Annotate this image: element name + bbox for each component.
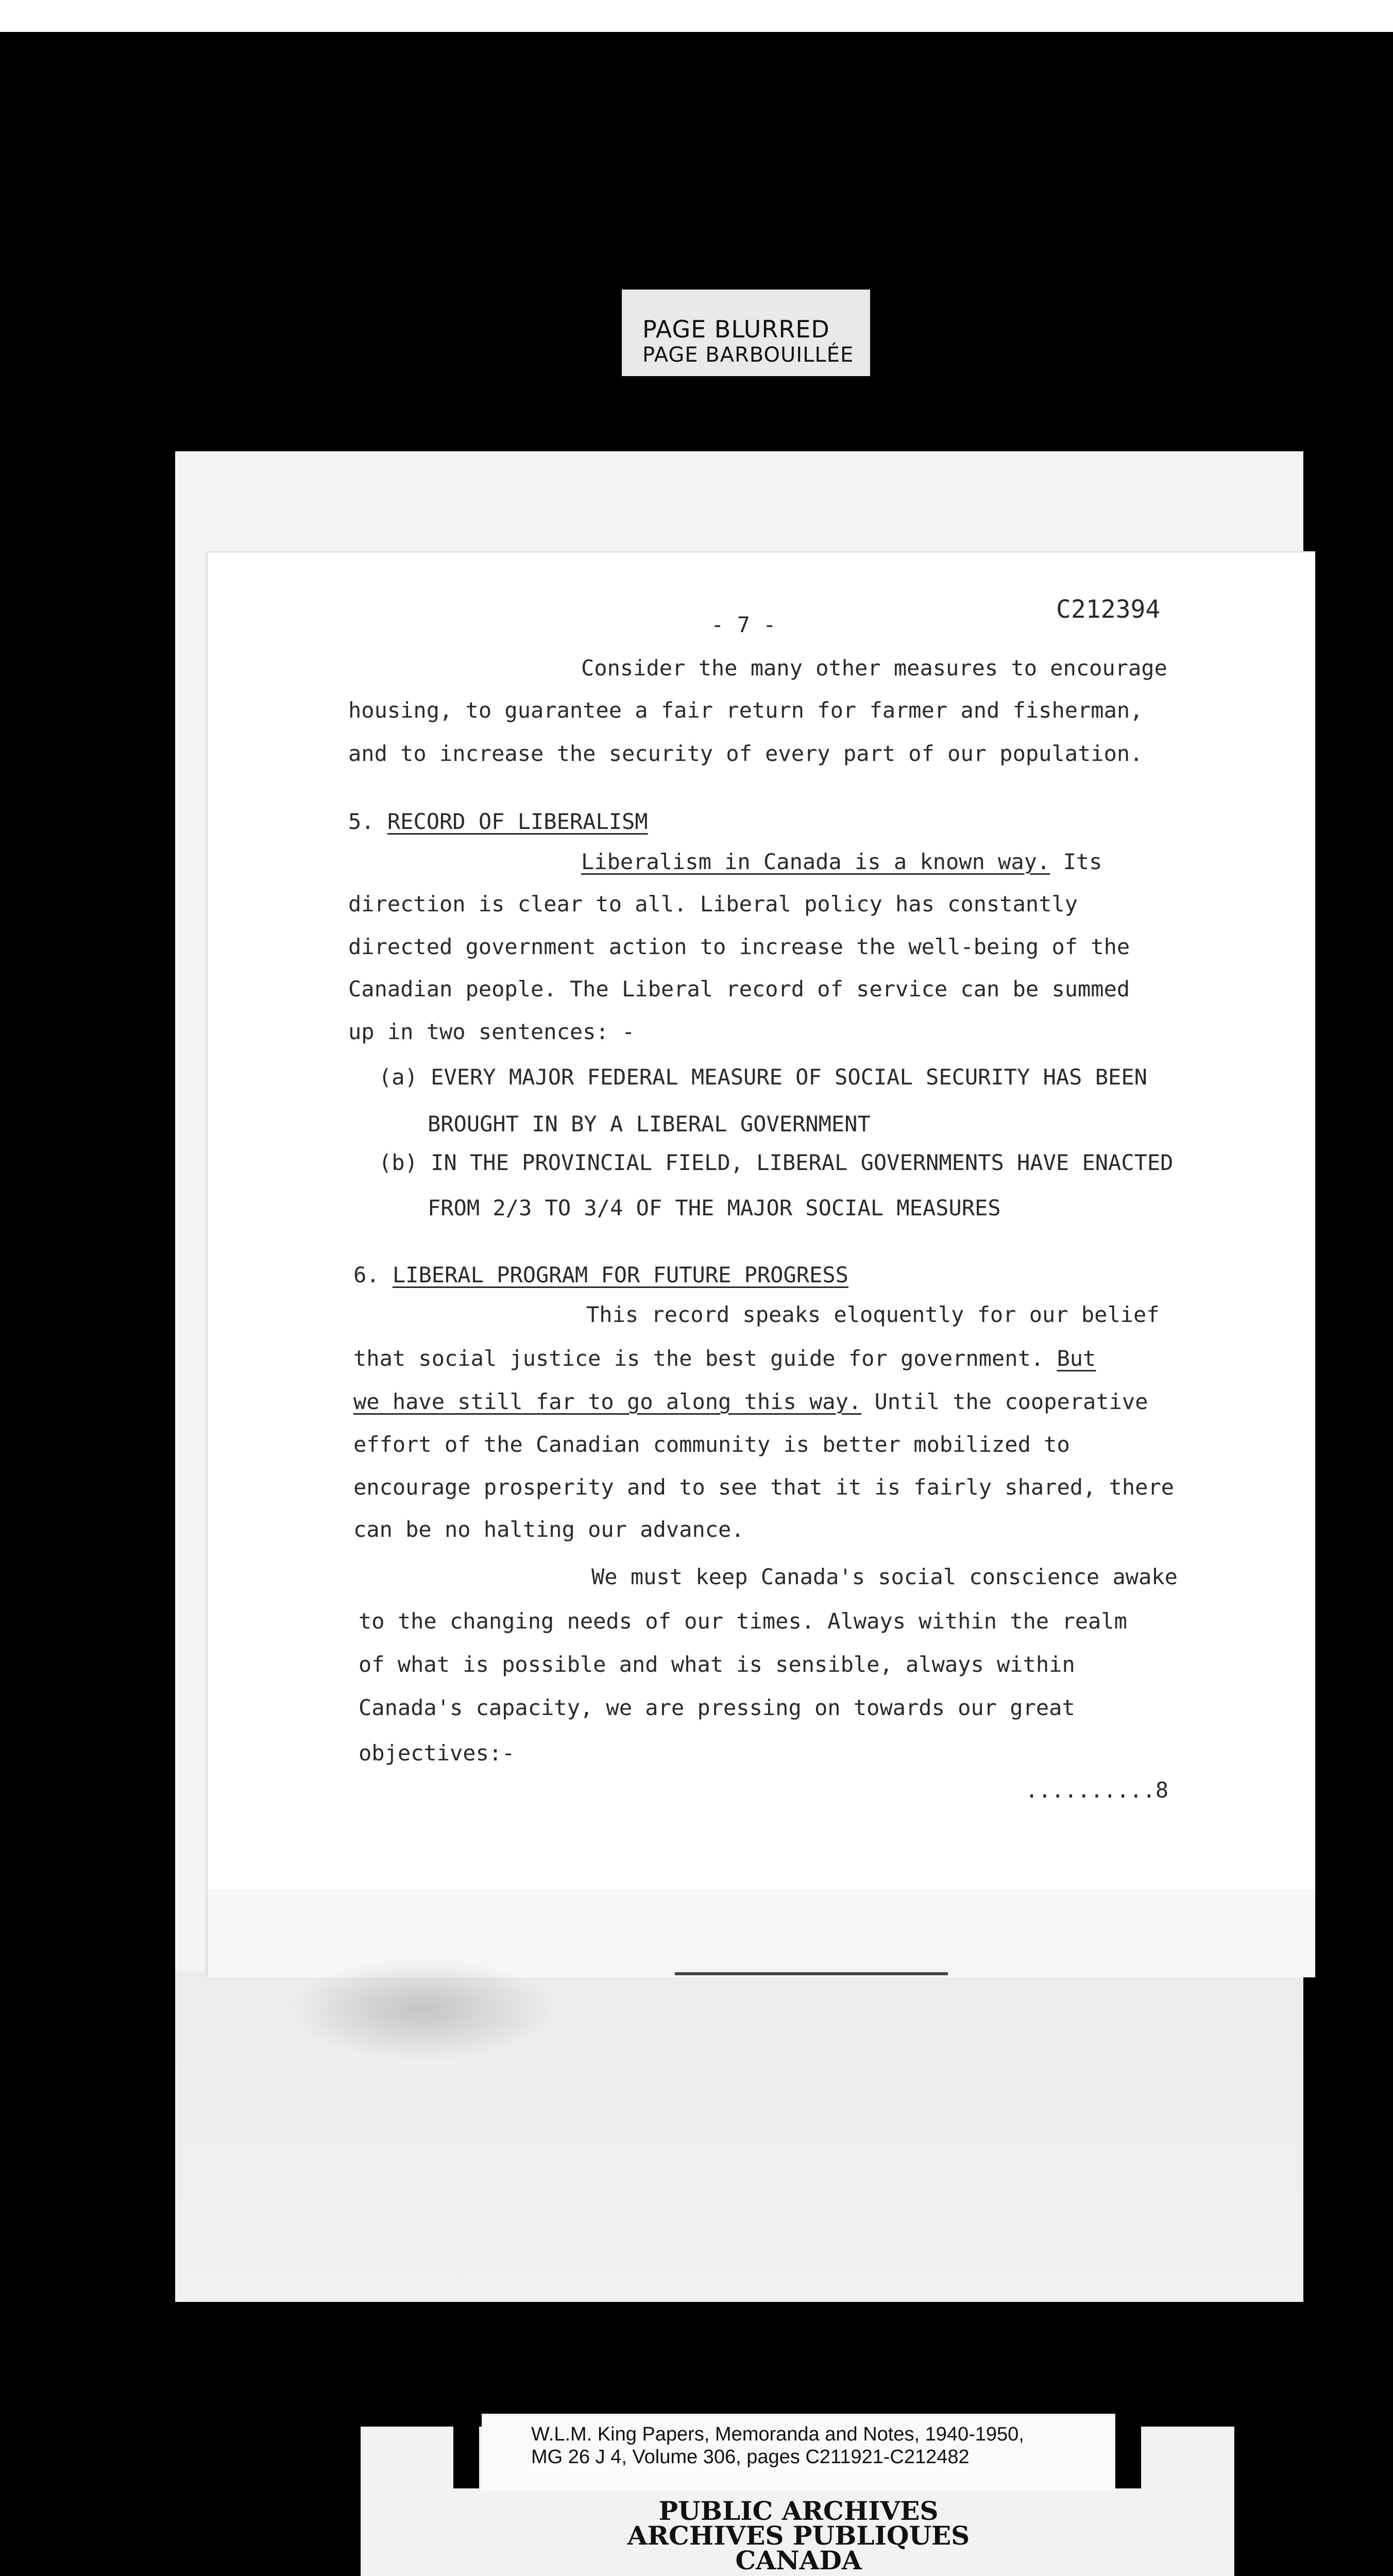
section-5-number: 5. [348,809,375,834]
section-6-line-text: Until the cooperative [861,1389,1148,1414]
archives-line: CANADA [735,2545,862,2575]
section-5-line: directed government action to increase the well-being of the [348,934,1130,959]
archives-stamp [515,2496,1082,2575]
section-6-line: can be no halting our advance. [353,1517,744,1542]
section-6-line: to the changing needs of our times. Always within the realm [359,1608,1127,1634]
section-5-line: up in two sentences: - [348,1019,635,1044]
section-6-heading [353,1262,848,1287]
section-6-line: objectives:- [359,1740,515,1766]
section-5-line: Canadian people. The Liberal record of service can be summed [348,976,1130,1002]
section-6-line: encourage prosperity and to see that it is fairly shared, there [353,1475,1175,1500]
page-blurred-label [622,290,870,376]
archives-line: ARCHIVES PUBLIQUES [627,2520,970,2551]
reference-number: C212394 [1056,595,1161,624]
intro-line: Consider the many other measures to encourage [581,655,1167,681]
section-6-title: LIBERAL PROGRAM FOR FUTURE PROGRESS [392,1262,848,1287]
section-5-lead-underlined: Liberalism in Canada is a known way. [581,849,1050,874]
section-6-line [353,1346,1096,1371]
citation-label [482,2414,1115,2491]
page-edge-line [675,1972,948,1975]
footer-edge-right [1115,2416,1141,2488]
section-5-lead-rest: Its [1050,849,1102,874]
continuation-marker: ..........8 [1025,1777,1169,1803]
list-item-a [379,1064,1147,1090]
archives-line: PUBLIC ARCHIVES [658,2496,939,2526]
section-6-line [353,1389,1148,1414]
footer-edge-left [453,2416,479,2488]
section-6-line: We must keep Canada's social conscience awake [591,1564,1178,1589]
list-item-b-line2: FROM 2/3 TO 3/4 OF THE MAJOR SOCIAL MEASURES [428,1195,1001,1221]
section-6-number: 6. [353,1262,380,1287]
top-white-strip [0,0,1393,32]
list-item-a-line1: EVERY MAJOR FEDERAL MEASURE OF SOCIAL SECURITY HAS BEEN [431,1064,1147,1090]
section-6-line: Canada's capacity, we are pressing on towards our great [359,1695,1075,1720]
section-6-line: This record speaks eloquently for our belief [586,1302,1160,1327]
list-item-b-line1: IN THE PROVINCIAL FIELD, LIBERAL GOVERNMENTS HAVE ENACTED [431,1150,1174,1175]
list-item-b [379,1150,1173,1175]
section-5-line: direction is clear to all. Liberal policy has constantly [348,891,1078,917]
section-6-line: effort of the Canadian community is better mobilized to [353,1432,1070,1457]
page-number: - 7 - [711,612,776,637]
section-6-line: of what is possible and what is sensible, always within [359,1652,1075,1677]
list-item-a-marker: (a) [379,1064,418,1090]
blur-label-en: PAGE BLURRED [642,315,830,343]
intro-line: and to increase the security of every part of our population. [348,741,1143,766]
section-6-line-text: that social justice is the best guide for government. [353,1346,1057,1371]
intro-line: housing, to guarantee a fair return for farmer and fisherman, [348,698,1143,723]
list-item-b-marker: (b) [379,1150,418,1175]
section-5-heading [348,809,648,834]
citation-line: MG 26 J 4, Volume 306, pages C211921-C212482 [531,2446,970,2468]
section-6-underlined-text: But [1057,1346,1096,1371]
blur-label-fr: PAGE BARBOUILLÉE [642,343,854,367]
citation-line: W.L.M. King Papers, Memoranda and Notes, 1940-1950, [531,2424,1024,2445]
section-5-lead [581,849,1102,874]
list-item-a-line2: BROUGHT IN BY A LIBERAL GOVERNMENT [428,1111,871,1137]
section-6-underlined-text: we have still far to go along this way. [353,1389,862,1414]
section-5-title: RECORD OF LIBERALISM [387,809,648,834]
smudge-mark [288,1958,556,2061]
